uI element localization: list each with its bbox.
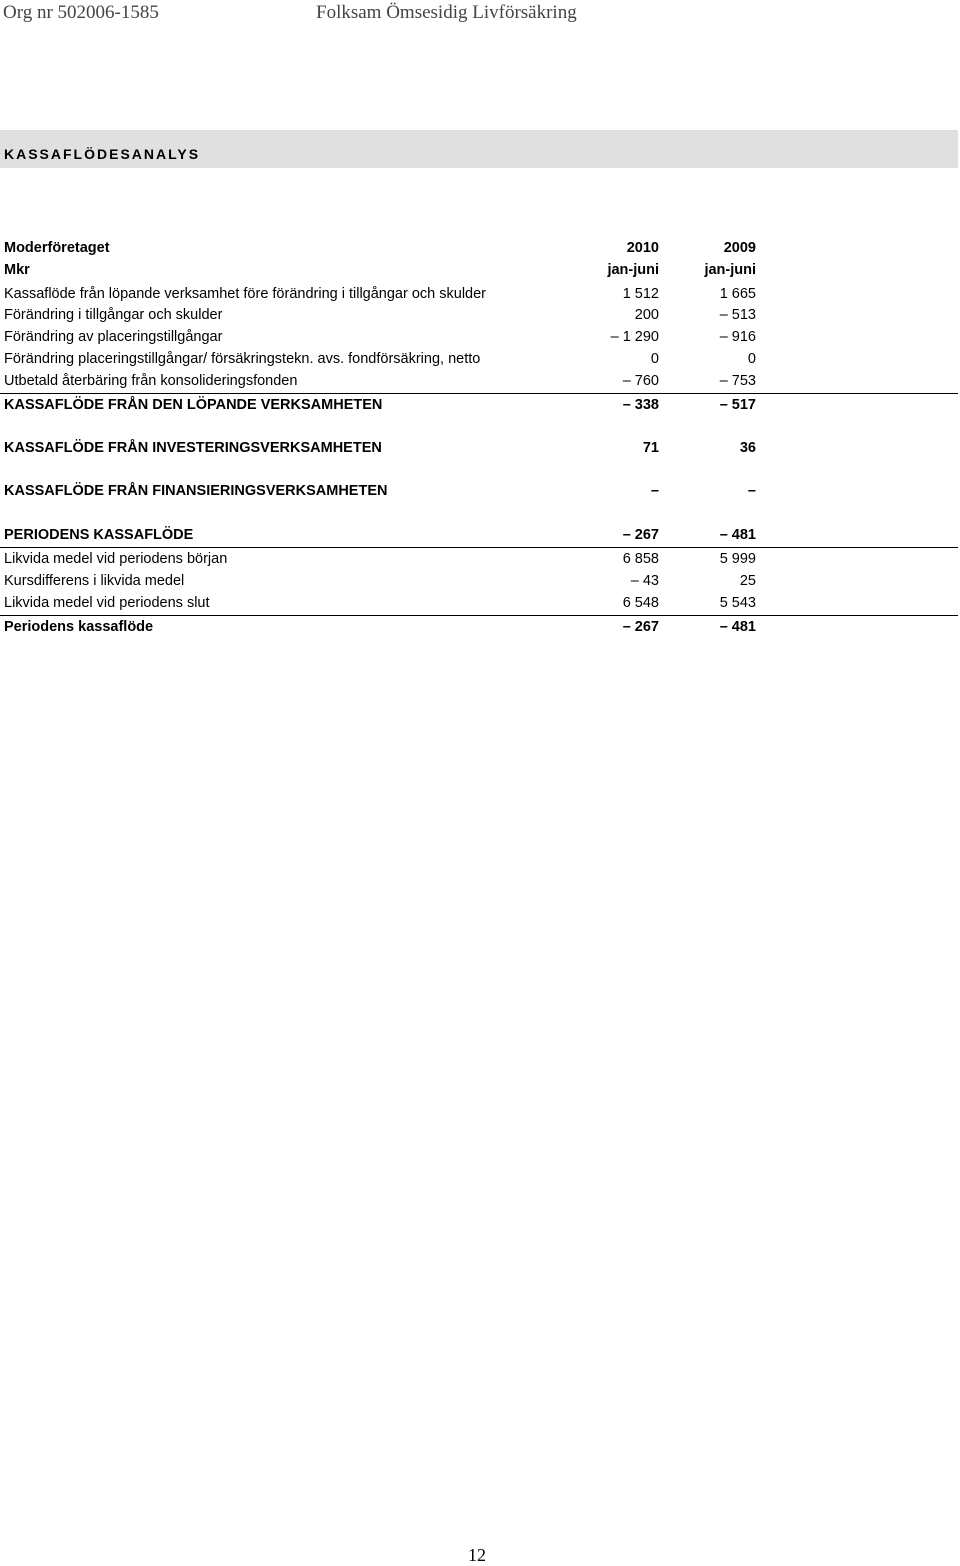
row-label: KASSAFLÖDE FRÅN INVESTERINGSVERKSAMHETEN — [4, 440, 382, 456]
row-label: PERIODENS KASSAFLÖDE — [4, 527, 194, 543]
row-label: Förändring placeringstillgångar/ försäkringstekn. avs. fondförsäkring, netto — [4, 351, 481, 367]
row-label: Kassaflöde från löpande verksamhet före förändring i tillgångar och skulder — [4, 286, 486, 302]
value-2009: 0 — [747, 351, 756, 367]
org-number: Org nr 502006-1585 — [3, 2, 159, 23]
table-header-periods — [0, 259, 958, 281]
value-2009: – 481 — [719, 619, 756, 635]
value-2010: – 267 — [622, 619, 659, 635]
row-label: Förändring av placeringstillgångar — [4, 329, 223, 345]
unit-label: Mkr — [4, 262, 30, 278]
value-2009: – — [747, 483, 756, 499]
total-row — [0, 615, 958, 638]
row-label: KASSAFLÖDE FRÅN FINANSIERINGSVERKSAMHETEN — [4, 483, 388, 499]
value-2010: 6 858 — [622, 551, 659, 567]
period-2010: jan-juni — [607, 262, 659, 278]
year-2010: 2010 — [626, 240, 659, 256]
value-2010: – 338 — [622, 397, 659, 413]
row-label: Kursdifferens i likvida medel — [4, 573, 185, 589]
value-2009: – 753 — [719, 373, 756, 389]
value-2009: – 513 — [719, 307, 756, 323]
value-2010: – — [650, 483, 659, 499]
value-2010: 71 — [642, 440, 659, 456]
company-name: Folksam Ömsesidig Livförsäkring — [316, 2, 577, 23]
table-row — [0, 370, 958, 392]
table-row — [0, 592, 958, 614]
row-label: Utbetald återbäring från konsolideringsfonden — [4, 373, 298, 389]
row-label: Likvida medel vid periodens början — [4, 551, 228, 567]
year-2009: 2009 — [723, 240, 756, 256]
value-2010: 1 512 — [622, 286, 659, 302]
row-label: Likvida medel vid periodens slut — [4, 595, 210, 611]
value-2009: 5 999 — [719, 551, 756, 567]
table-row — [0, 547, 958, 570]
value-2009: 1 665 — [719, 286, 756, 302]
table-row — [0, 304, 958, 326]
value-2010: – 760 — [622, 373, 659, 389]
value-2009: – 916 — [719, 329, 756, 345]
period-2009: jan-juni — [704, 262, 756, 278]
value-2010: – 1 290 — [610, 329, 659, 345]
table-header-years — [0, 237, 958, 259]
value-2010: 0 — [650, 351, 659, 367]
subtotal-row — [0, 437, 958, 459]
subtotal-row — [0, 393, 958, 416]
row-label: Förändring i tillgångar och skulder — [4, 307, 223, 323]
value-2009: 25 — [739, 573, 756, 589]
subtotal-row — [0, 480, 958, 502]
value-2009: – 481 — [719, 527, 756, 543]
row-label: KASSAFLÖDE FRÅN DEN LÖPANDE VERKSAMHETEN — [4, 397, 383, 413]
value-2009: 5 543 — [719, 595, 756, 611]
entity-label: Moderföretaget — [4, 240, 110, 256]
page-number: 12 — [468, 1545, 486, 1565]
table-row — [0, 348, 958, 370]
value-2010: – 267 — [622, 527, 659, 543]
value-2010: 6 548 — [622, 595, 659, 611]
table-row — [0, 326, 958, 348]
table-row — [0, 570, 958, 592]
value-2009: 36 — [739, 440, 756, 456]
section-title: KASSAFLÖDESANALYS — [4, 146, 201, 162]
value-2009: – 517 — [719, 397, 756, 413]
table-row — [0, 283, 958, 305]
value-2010: 200 — [634, 307, 659, 323]
value-2010: – 43 — [630, 573, 659, 589]
total-row — [0, 524, 958, 546]
row-label: Periodens kassaflöde — [4, 619, 154, 635]
